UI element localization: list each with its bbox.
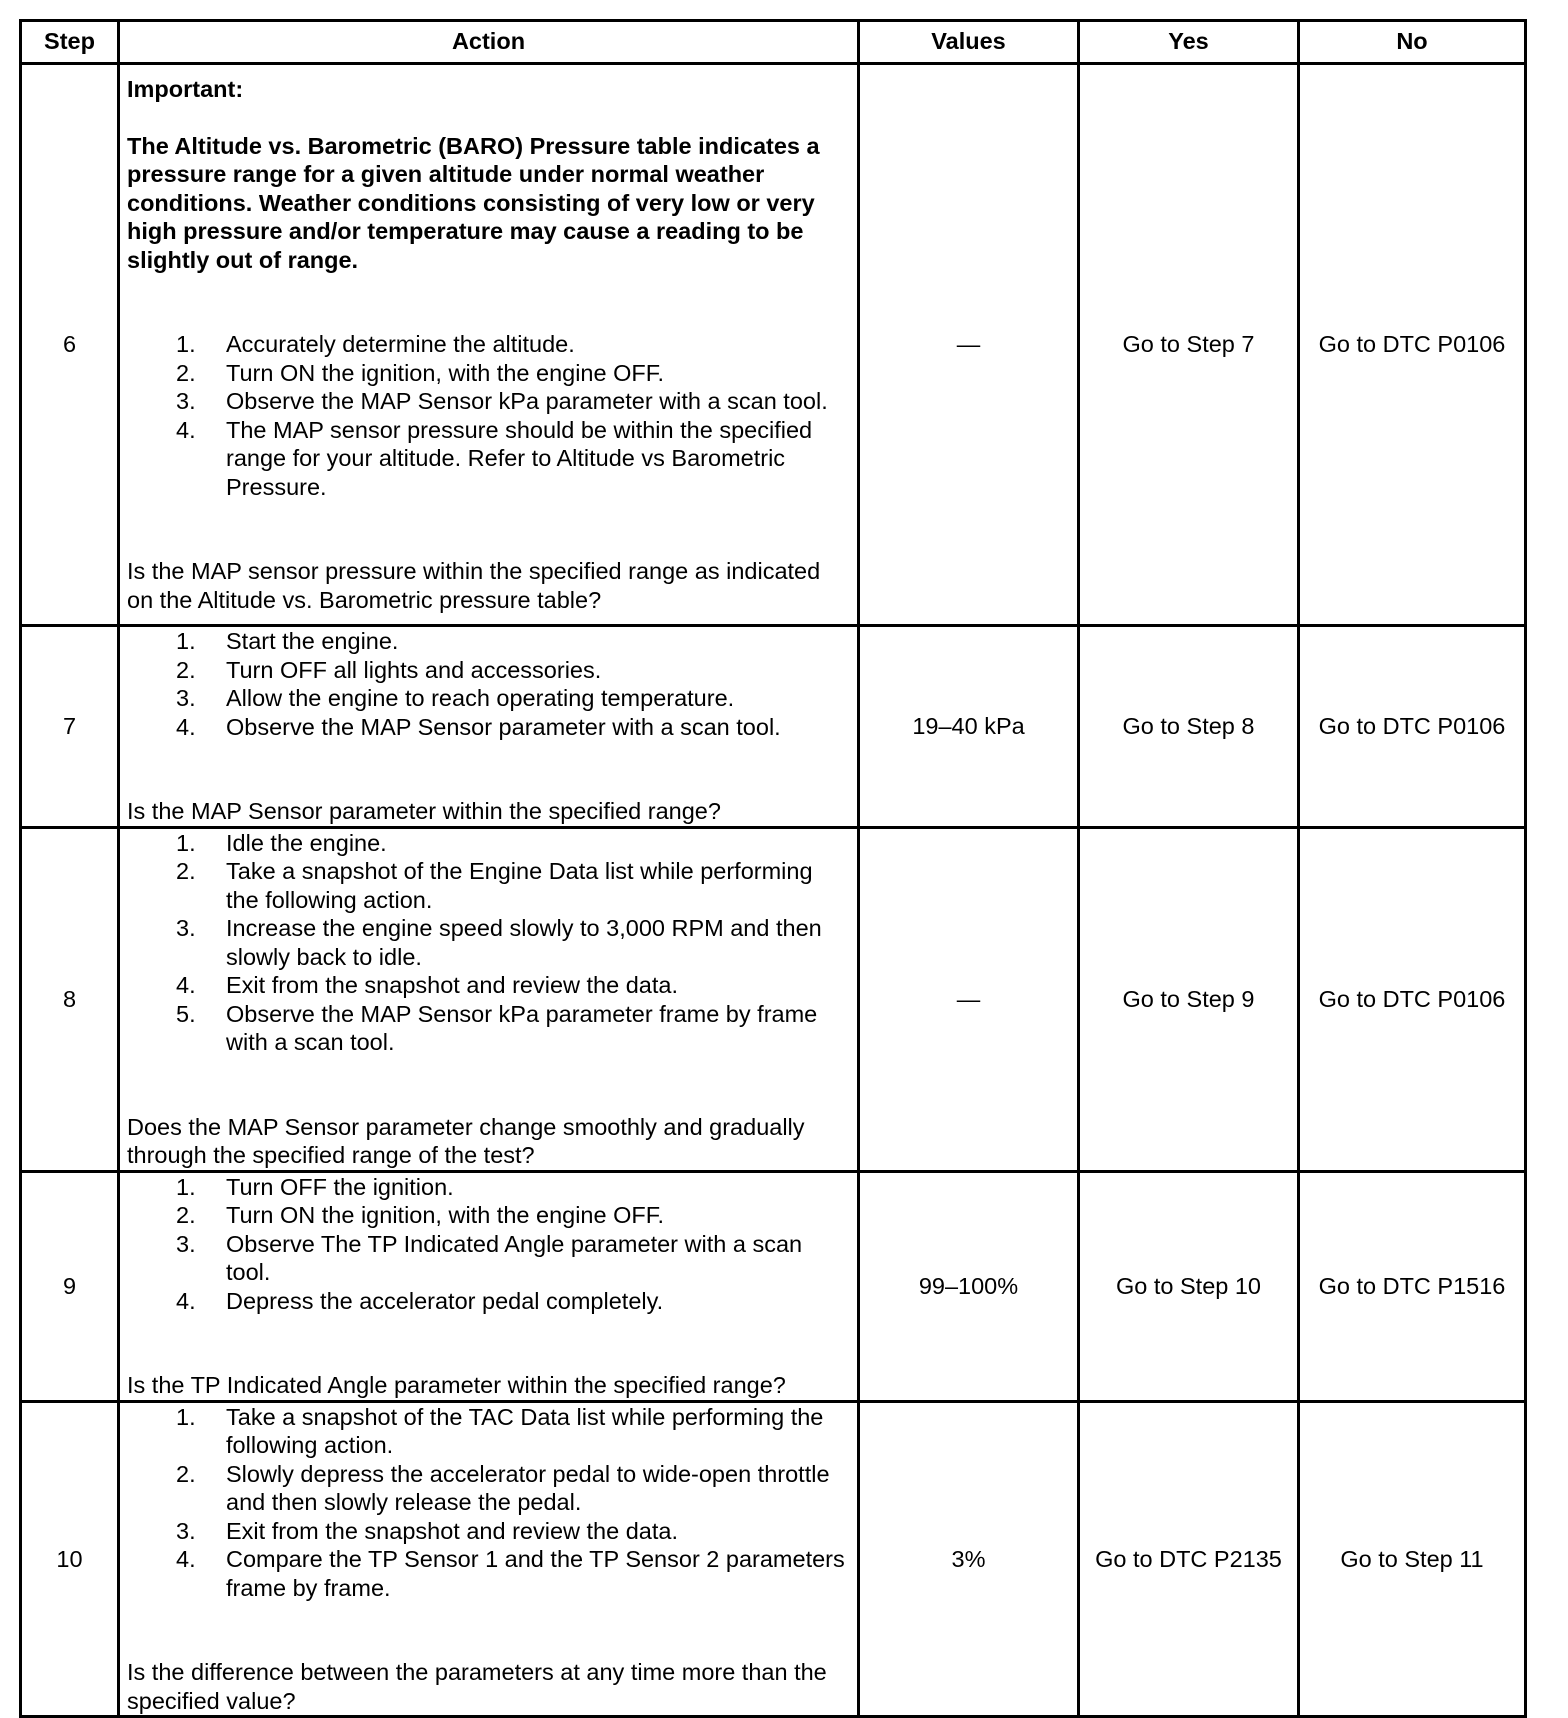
important-text: The Altitude vs. Barometric (BARO) Pressure table indicates a pressure range for a given altitude under normal weather conditions. Weather conditions consisting of very low or very high pressure and/or temperature may cause a reading to be slightly out of range. (127, 132, 820, 273)
value-cell: — (859, 827, 1079, 1171)
step-number: 10 (21, 1401, 119, 1717)
list-item: 2. Turn ON the ignition, with the engine OFF. (176, 359, 665, 386)
value-cell: 19–40 kPa (859, 626, 1079, 828)
diagnostic-table (19, 19, 1527, 1718)
table-row-step-9 (21, 1171, 1526, 1401)
list-item: 1. Idle the engine. (176, 829, 387, 856)
list-item: 5. Observe the MAP Sensor kPa parameter frame by frame with a scan tool. (176, 1000, 818, 1055)
list-item: 4. Observe the MAP Sensor parameter with a scan tool. (176, 713, 781, 740)
question-text: Does the MAP Sensor parameter change smoothly and gradually through the specified range of the test? (127, 1113, 805, 1168)
no-link: Go to Step 11 (1299, 1401, 1526, 1717)
list-item: 1. Turn OFF the ignition. (176, 1173, 454, 1200)
list-item: 3. Exit from the snapshot and review the data. (176, 1517, 678, 1544)
header-step: Step (21, 21, 119, 64)
step-number: 7 (21, 626, 119, 828)
table-row-step-6 (21, 64, 1526, 626)
list-item: 2. Turn ON the ignition, with the engine OFF. (176, 1202, 665, 1228)
value-cell: — (859, 64, 1079, 626)
value-cell: 3% (859, 1401, 1079, 1717)
yes-link: Go to Step 8 (1079, 626, 1299, 828)
action-cell (119, 64, 859, 626)
list-item: 3. Observe The TP Indicated Angle parameter with a scan tool. (176, 1230, 803, 1285)
action-cell (119, 626, 859, 828)
list-item: 4. Depress the accelerator pedal completely. (176, 1287, 664, 1314)
yes-link: Go to DTC P2135 (1079, 1401, 1299, 1717)
step-number: 9 (21, 1171, 119, 1401)
list-item: 3. Allow the engine to reach operating temperature. (176, 685, 735, 711)
no-link: Go to DTC P0106 (1299, 626, 1526, 828)
table-row-step-7 (21, 626, 1526, 828)
step-number: 6 (21, 64, 119, 626)
table-row-step-8 (21, 827, 1526, 1171)
no-link: Go to DTC P0106 (1299, 64, 1526, 626)
list-item: 4. Compare the TP Sensor 1 and the TP Sensor 2 parameters frame by frame. (176, 1546, 845, 1601)
action-steps-list (127, 829, 850, 1057)
value-cell: 99–100% (859, 1171, 1079, 1401)
no-link: Go to DTC P1516 (1299, 1171, 1526, 1401)
action-cell (119, 1401, 859, 1717)
step-number: 8 (21, 827, 119, 1171)
yes-link: Go to Step 7 (1079, 64, 1299, 626)
list-item: 2. Slowly depress the accelerator pedal to wide-open throttle and then slowly release the pedal. (176, 1460, 830, 1515)
action-steps-list (127, 1173, 850, 1316)
header-yes: Yes (1079, 21, 1299, 64)
list-item: 1. Start the engine. (176, 628, 399, 654)
header-action: Action (119, 21, 859, 64)
header-no: No (1299, 21, 1526, 64)
list-item: 4. Exit from the snapshot and review the data. (176, 972, 678, 998)
yes-link: Go to Step 10 (1079, 1171, 1299, 1401)
question-text: Is the MAP sensor pressure within the specified range as indicated on the Altitude vs. Barometric pressure table? (127, 558, 821, 613)
list-item: 2. Turn OFF all lights and accessories. (176, 656, 602, 683)
action-steps-list (127, 330, 850, 501)
table-row-step-10 (21, 1401, 1526, 1717)
list-item: 2. Take a snapshot of the Engine Data list while performing the following action. (176, 858, 813, 913)
header-values: Values (859, 21, 1079, 64)
list-item: 4. The MAP sensor pressure should be within the specified range for your altitude. Refer to Altitude vs Barometric Pressure. (176, 416, 813, 500)
question-text: Is the difference between the parameters at any time more than the specified value? (127, 1659, 827, 1714)
question-text: Is the TP Indicated Angle parameter within the specified range? (127, 1372, 786, 1398)
yes-link: Go to Step 9 (1079, 827, 1299, 1171)
action-steps-list (127, 627, 850, 741)
no-link: Go to DTC P0106 (1299, 827, 1526, 1171)
list-item: 3. Observe the MAP Sensor kPa parameter with a scan tool. (176, 388, 828, 414)
question-text: Is the MAP Sensor parameter within the specified range? (127, 798, 721, 824)
action-steps-list (127, 1403, 850, 1603)
list-item: 3. Increase the engine speed slowly to 3,000 RPM and then slowly back to idle. (176, 915, 822, 970)
action-cell (119, 1171, 859, 1401)
important-label: Important: (127, 76, 244, 102)
list-item: 1. Accurately determine the altitude. (176, 331, 575, 357)
header-row (21, 21, 1526, 64)
action-cell (119, 827, 859, 1171)
list-item: 1. Take a snapshot of the TAC Data list while performing the following action. (176, 1403, 824, 1458)
